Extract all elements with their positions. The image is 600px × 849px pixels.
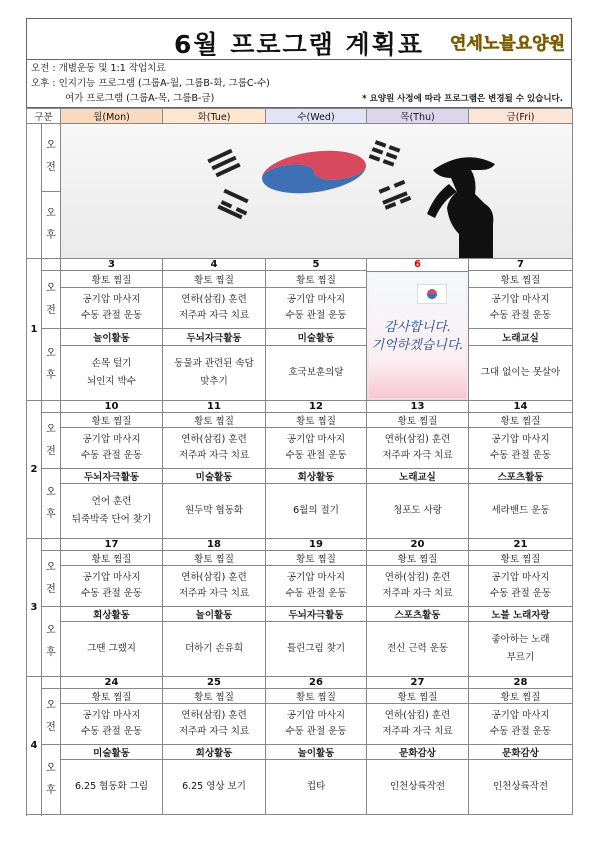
week-4-pm-body-row [27,760,573,815]
therapy-line-1: 공기압 마사지 [491,434,550,445]
pm-category-mon: 놀이활동 [61,329,163,346]
am-activity-tue: 황토 찜질 [163,689,266,704]
am-therapy-fri [469,704,573,745]
week-2-am-body-row [27,428,573,469]
am-activity-fri: 황토 찜질 [469,551,573,566]
pm-program-mon [61,484,163,539]
program-line-1: 인천상륙작전 [389,781,446,792]
therapy-line-2: 수동 관절 운동 [285,726,347,737]
info-line-morning: 오전 : 개별운동 및 1:1 작업치료 [31,63,166,74]
week-3-am-top-row [27,551,573,566]
pm-program-wed [266,484,367,539]
am-label: 오 전 [42,551,61,607]
am-activity-mon: 황토 찜질 [61,689,163,704]
card-thanks-text: 감사합니다. [384,320,451,335]
trigram-left-top [207,149,240,178]
program-line-1: 전신 근력 운동 [386,643,449,654]
week-label: 2 [27,401,42,539]
pm-program-thu [367,622,469,677]
date-wed: 19 [266,539,367,551]
program-line-2: 뇌인지 박수 [87,376,136,387]
week-4-am-top-row [27,689,573,704]
pm-category-wed: 놀이활동 [266,745,367,760]
therapy-line-1: 공기압 마사지 [491,710,550,721]
program-line-1: 청포도 사랑 [393,505,442,516]
therapy-line-1: 공기압 마사지 [491,294,550,305]
week-2-am-top-row [27,413,573,428]
therapy-line-2: 수동 관절 운동 [285,310,347,321]
pm-program-thu [367,760,469,815]
program-line-1: 호국보훈의달 [288,367,344,378]
program-line-1: 6.25 영상 보기 [182,781,246,792]
date-thu: 20 [367,539,469,551]
title-box [26,18,572,60]
program-line-1: 6월의 절기 [293,505,339,516]
therapy-line-2: 수동 관절 운동 [285,450,347,461]
am-therapy-wed [266,428,367,469]
therapy-line-1: 공기압 마사지 [491,572,550,583]
program-line-1: 동물과 관련된 속담 [174,358,254,369]
therapy-line-1: 연하(삼킴) 훈련 [181,710,247,721]
date-tue: 4 [163,259,266,271]
week-4-pm-title-row [27,745,573,760]
therapy-line-2: 수동 관절 운동 [285,588,347,599]
therapy-line-2: 수동 관절 운동 [80,726,143,737]
pm-category-thu: 노래교실 [367,469,469,484]
program-line-1: 그땐 그랬지 [87,643,136,654]
day-header-fri: 금(Fri) [469,109,573,124]
date-fri: 14 [469,401,573,413]
am-therapy-tue [163,288,266,329]
pm-category-thu: 스포츠활동 [367,607,469,622]
therapy-line-2: 수동 관절 운동 [489,310,552,321]
pm-program-fri [469,484,573,539]
am-therapy-mon [61,428,163,469]
am-therapy-tue [163,704,266,745]
week-3-date-row [27,539,573,551]
date-mon: 10 [61,401,163,413]
am-activity-tue: 황토 찜질 [163,413,266,428]
date-fri: 7 [469,259,573,271]
date-fri: 21 [469,539,573,551]
program-line-2: 맞추기 [200,376,228,387]
week-1-am-top-row [27,271,573,288]
pm-category-tue: 놀이활동 [163,607,266,622]
am-therapy-fri [469,566,573,607]
week-3-pm-title-row [27,607,573,622]
week-3-am-body-row [27,566,573,607]
am-therapy-tue [163,428,266,469]
program-line-1: 그대 없이는 못살아 [480,367,561,378]
am-label: 오 전 [42,413,61,469]
change-notice: * 요양원 사정에 따라 프로그램은 변경될 수 있습니다. [362,94,563,104]
am-therapy-wed [266,704,367,745]
am-therapy-thu [367,428,469,469]
therapy-line-1: 공기압 마사지 [286,434,346,445]
therapy-line-1: 공기압 마사지 [286,710,346,721]
date-mon: 24 [61,677,163,689]
pm-category-wed: 미술활동 [266,329,367,346]
program-line-1: 원두막 협동화 [184,505,244,516]
therapy-line-2: 수동 관절 운동 [489,726,552,737]
am-activity-fri: 황토 찜질 [469,689,573,704]
therapy-line-1: 연하(삼킴) 훈련 [181,294,247,305]
am-therapy-fri [469,288,573,329]
pm-category-mon: 두뇌자극활동 [61,469,163,484]
date-row-blank [42,677,61,689]
am-therapy-mon [61,288,163,329]
program-line-1: 언어 훈련 [91,496,132,507]
pm-program-fri [469,622,573,677]
date-wed: 5 [266,259,367,271]
therapy-line-2: 저주파 자극 치료 [178,310,250,321]
taegukgi-illustration [61,124,572,258]
am-activity-wed: 황토 찜질 [266,689,367,704]
therapy-line-1: 공기압 마사지 [286,294,346,305]
pm-label: 오 후 [42,607,61,677]
program-line-1: 컵타 [306,781,326,792]
trigram-right-bottom [379,180,412,210]
am-activity-thu: 황토 찜질 [367,551,469,566]
am-activity-tue: 황토 찜질 [163,551,266,566]
week-1-date-row [27,259,573,271]
day-header-wed: 수(Wed) [266,109,367,124]
info-line-leisure: 여가 프로그램 (그룹A-목, 그룹B-금) [65,93,215,104]
pm-label: 오 후 [42,745,61,815]
pm-category-fri: 노블 노래자랑 [469,607,573,622]
banner-row [27,124,573,192]
therapy-line-2: 저주파 자극 치료 [178,726,250,737]
am-therapy-thu [367,566,469,607]
pm-category-tue: 회상활동 [163,745,266,760]
pm-program-thu [367,484,469,539]
date-thu: 13 [367,401,469,413]
pm-category-fri: 문화감상 [469,745,573,760]
pm-category-fri: 스포츠활동 [469,469,573,484]
week-label: 1 [27,259,42,401]
date-tue: 18 [163,539,266,551]
program-line-2: 부르기 [506,652,535,663]
am-activity-wed: 황토 찜질 [266,551,367,566]
week-1-pm-title-row [27,329,573,346]
pm-program-wed [266,346,367,401]
date-mon: 3 [61,259,163,271]
therapy-line-1: 연하(삼킴) 훈련 [384,572,451,583]
am-activity-thu: 황토 찜질 [367,689,469,704]
program-line-1: 틀린그림 찾기 [286,643,346,654]
memorial-card-image [369,274,466,398]
pm-program-wed [266,622,367,677]
am-therapy-mon [61,566,163,607]
day-header-tue: 화(Tue) [163,109,266,124]
day-header-thu: 목(Thu) [367,109,469,124]
therapy-line-2: 저주파 자극 치료 [382,726,453,737]
pm-category-wed: 두뇌자극활동 [266,607,367,622]
pm-category-mon: 미술활동 [61,745,163,760]
program-line-2: 뒤죽박죽 단어 찾기 [71,514,152,525]
therapy-line-2: 저주파 자극 치료 [382,588,453,599]
pm-program-mon [61,760,163,815]
am-label: 오 전 [42,689,61,745]
therapy-line-1: 연하(삼킴) 훈련 [384,434,451,445]
card-remember-text: 기억하겠습니다. [371,338,464,353]
pm-program-tue [163,484,266,539]
date-tue: 25 [163,677,266,689]
therapy-line-1: 연하(삼킴) 훈련 [384,710,451,721]
therapy-line-1: 공기압 마사지 [82,572,141,583]
therapy-line-2: 수동 관절 운동 [80,450,143,461]
date-row-blank [42,259,61,271]
therapy-line-2: 수동 관절 운동 [489,450,552,461]
pm-category-mon: 회상활동 [61,607,163,622]
pm-category-tue: 두뇌자극활동 [163,329,266,346]
pm-label: 오 후 [42,329,61,401]
program-line-1: 인천상륙작전 [492,781,549,792]
pm-program-wed [266,760,367,815]
header-row [27,109,573,124]
am-therapy-wed [266,566,367,607]
am-activity-tue: 황토 찜질 [163,271,266,288]
soldier-silhouette [427,157,495,258]
week-4-am-body-row [27,704,573,745]
small-flag-icon [417,284,447,304]
am-activity-wed: 황토 찜질 [266,271,367,288]
pm-program-tue [163,346,266,401]
am-activity-thu: 황토 찜질 [367,413,469,428]
pm-category-tue: 미술활동 [163,469,266,484]
date-thu: 6 [367,259,468,272]
am-therapy-tue [163,566,266,607]
am-activity-wed: 황토 찜질 [266,413,367,428]
am-therapy-fri [469,428,573,469]
week-1-am-body-row [27,288,573,329]
therapy-line-1: 공기압 마사지 [82,294,141,305]
taegeuk-symbol [262,151,366,194]
pm-category-thu: 문화감상 [367,745,469,760]
am-therapy-thu [367,704,469,745]
therapy-line-2: 수동 관절 운동 [80,588,143,599]
memorial-banner [61,124,573,259]
week-2-pm-title-row [27,469,573,484]
therapy-line-1: 연하(삼킴) 훈련 [181,572,247,583]
am-activity-mon: 황토 찜질 [61,551,163,566]
therapy-line-1: 공기압 마사지 [82,434,141,445]
date-wed: 26 [266,677,367,689]
trigram-right-top [369,140,401,167]
pm-program-tue [163,622,266,677]
am-therapy-mon [61,704,163,745]
program-line-1: 더하기 손유희 [184,643,244,654]
program-line-1: 손목 털기 [91,358,132,369]
am-activity-mon: 황토 찜질 [61,271,163,288]
pm-category-fri: 노래교실 [469,329,573,346]
pm-program-fri [469,760,573,815]
week-2-date-row [27,401,573,413]
am-therapy-wed [266,288,367,329]
banner-pm-label: 오 후 [42,191,61,259]
am-activity-fri: 황토 찜질 [469,413,573,428]
program-line-1: 좋아하는 노래 [491,634,550,645]
therapy-line-2: 수동 관절 운동 [489,588,552,599]
pm-label: 오 후 [42,469,61,539]
program-line-1: 6.25 협동화 그림 [74,781,149,792]
info-line-afternoon: 오후 : 인지기능 프로그램 (그룹A-월, 그룹B-화, 그룹C-수) [31,78,270,89]
pm-program-mon [61,622,163,677]
program-info [26,60,572,108]
program-line-1: 세라밴드 운동 [491,505,550,516]
therapy-line-2: 저주파 자극 치료 [178,450,250,461]
therapy-line-1: 공기압 마사지 [286,572,346,583]
banner-week-blank [27,124,42,259]
schedule-table [26,108,573,815]
pm-program-fri [469,346,573,401]
date-row-blank [42,539,61,551]
therapy-line-2: 저주파 자극 치료 [178,588,250,599]
date-mon: 17 [61,539,163,551]
date-wed: 12 [266,401,367,413]
banner-am-label: 오 전 [42,124,61,192]
week-label: 4 [27,677,42,815]
pm-program-tue [163,760,266,815]
page-title: 6월 프로그램 계획표 [173,30,424,59]
therapy-line-2: 수동 관절 운동 [80,310,143,321]
pm-program-mon [61,346,163,401]
date-row-blank [42,401,61,413]
date-fri: 28 [469,677,573,689]
date-thu: 27 [367,677,469,689]
gubun-header: 구분 [27,109,61,124]
memorial-day-card [367,259,469,401]
therapy-line-1: 공기압 마사지 [82,710,141,721]
am-label: 오 전 [42,271,61,329]
trigram-left-bottom [217,189,248,220]
week-label: 3 [27,539,42,677]
week-2-pm-body-row [27,484,573,539]
facility-logo: 연세노블요양원 [450,34,565,54]
pm-category-wed: 회상활동 [266,469,367,484]
week-1-pm-body-row [27,346,573,401]
therapy-line-1: 연하(삼킴) 훈련 [181,434,247,445]
am-activity-mon: 황토 찜질 [61,413,163,428]
therapy-line-2: 저주파 자극 치료 [382,450,453,461]
week-3-pm-body-row [27,622,573,677]
am-activity-fri: 황토 찜질 [469,271,573,288]
day-header-mon: 월(Mon) [61,109,163,124]
week-4-date-row [27,677,573,689]
date-tue: 11 [163,401,266,413]
